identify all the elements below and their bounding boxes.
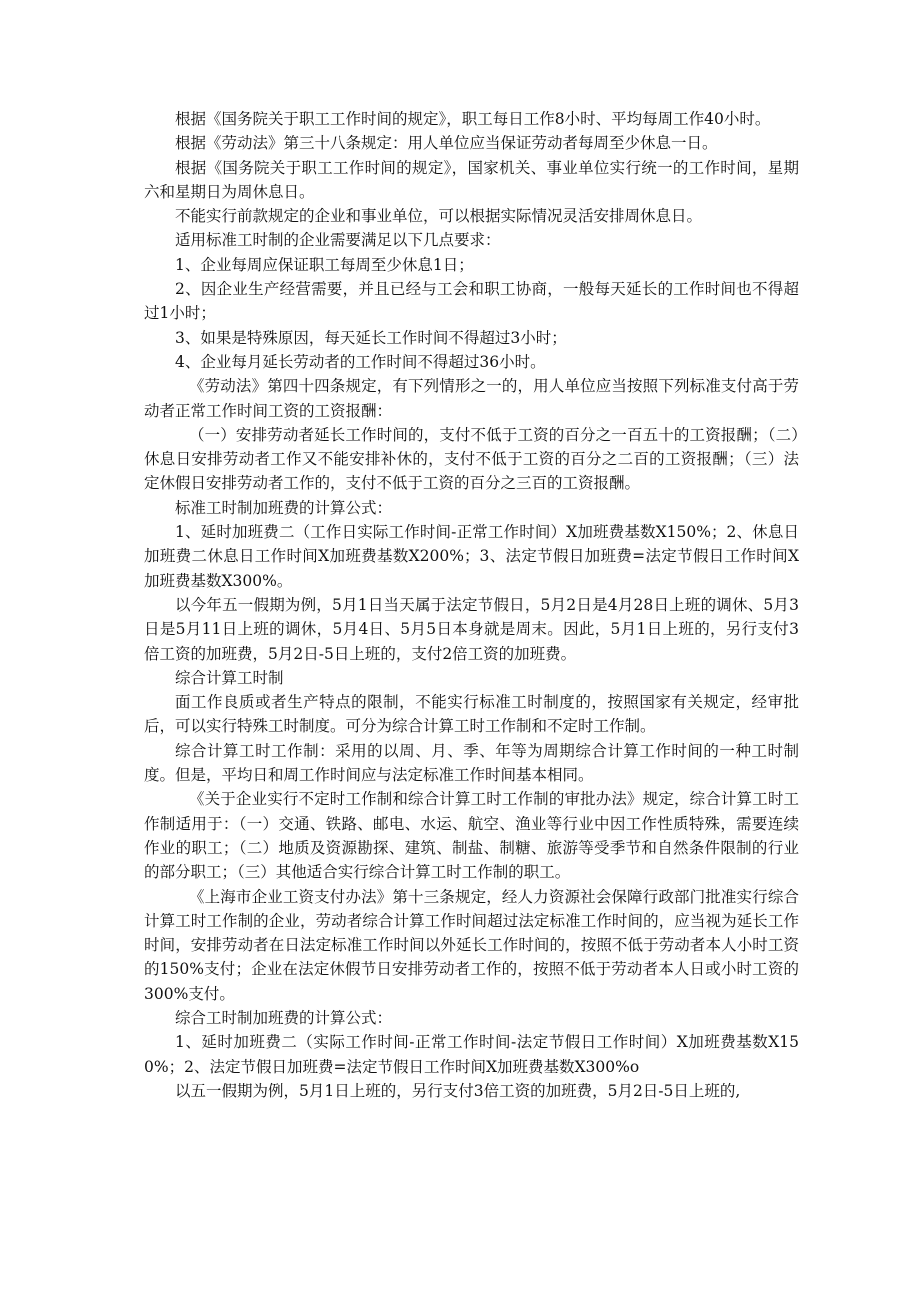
- paragraph: 根据《劳动法》第三十八条规定：用人单位应当保证劳动者每周至少休息一日。: [175, 134, 718, 153]
- list-item: 4、企业每月延长劳动者的工作时间不得超过36小时。: [175, 352, 546, 371]
- paragraph: 1、延时加班费二（实际工作时间-正常工作时间-法定节假日工作时间）X加班费基数X150%；2、法定节假日加班费=法定节假日工作时间X加班费基数X300%o: [144, 1033, 799, 1076]
- paragraph: （一）安排劳动者延长工作时间的，支付不低于工资的百分之一百五十的工资报酬；（二）休息日安排劳动者工作又不能安排补休的，支付不低于工资的百分之二百的工资报酬；（三）法定休假日安排劳动者工作的，支付不低于工资的百分之三百的工资报酬。: [144, 425, 799, 493]
- paragraph: 《上海市企业工资支付办法》第十三条规定，经人力资源社会保障行政部门批准实行综合计算工时工作制的企业，劳动者综合计算工作时间超过法定标准工作时间的，应当视为延长工作时间，安排劳动者在日法定标准工作时间以外延长工作时间的，按照不低于劳动者本人小时工资的150%支付；企业在法定休假节日安排劳动者工作的，按照不低于劳动者本人日或小时工资的300%支付。: [144, 887, 799, 1003]
- list-item: 3、如果是特殊原因，每天延长工作时间不得超过3小时；: [175, 328, 567, 347]
- paragraph: 综合计算工时工作制：采用的以周、月、季、年等为周期综合计算工作时间的一种工时制度。但是，平均日和周工作时间应与法定标准工作时间基本相同。: [144, 741, 799, 785]
- paragraph: 以今年五一假期为例，5月1日当天属于法定节假日，5月2日是4月28日上班的调休、5月3日是5月11日上班的调休，5月4日、5月5日本身就是周末。因此，5月1日上班的，另行支付3倍工资的加班费，5月2日-5日上班的，支付2倍工资的加班费。: [144, 595, 799, 663]
- paragraph: 面工作良质或者生产特点的限制，不能实行标准工时制度的，按照国家有关规定，经审批后，可以实行特殊工时制度。可分为综合计算工时工作制和不定时工作制。: [144, 693, 799, 736]
- paragraph: 根据《国务院关于职工工作时间的规定》，国家机关、事业单位实行统一的工作时间，星期六和星期日为周休息日。: [144, 158, 799, 201]
- paragraph: 适用标准工时制的企业需要满足以下几点要求：: [175, 231, 501, 250]
- section-heading: 综合计算工时制: [175, 668, 284, 687]
- paragraph: 《劳动法》第四十四条规定，有下列情形之一的，用人单位应当按照下列标准支付高于劳动者正常工作时间工资的工资报酬：: [144, 377, 799, 420]
- list-item: 1、企业每周应保证职工每周至少休息1日；: [175, 255, 474, 274]
- document-body: [144, 107, 799, 1103]
- paragraph: 以五一假期为例，5月1日上班的，另行支付3倍工资的加班费，5月2日-5日上班的,: [175, 1081, 741, 1100]
- paragraph: 《关于企业实行不定时工作制和综合计算工时工作制的审批办法》规定，综合计算工时工作制适用于：（一）交通、铁路、邮电、水运、航空、渔业等行业中因工作性质特殊，需要连续作业的职工；（二）地质及资源勘探、建筑、制盐、制糖、旅游等受季节和自然条件限制的行业的部分职工；（三）其他适合实行综合计算工时工作制的职工。: [144, 790, 799, 882]
- paragraph: 根据《国务院关于职工工作时间的规定》，职工每日工作8小时、平均每周工作40小时。: [175, 110, 771, 128]
- list-item: 2、因企业生产经营需要，并且已经与工会和职工协商，一般每天延长的工作时间也不得超过1小时；: [144, 280, 799, 323]
- section-heading: 标准工时制加班费的计算公式：: [175, 498, 393, 517]
- section-heading: 综合工时制加班费的计算公式：: [175, 1008, 393, 1027]
- paragraph: 1、延时加班费二（工作日实际工作时间-正常工作时间）X加班费基数X150%；2、休息日加班费二休息日工作时间X加班费基数X200%；3、法定节假日加班费=法定节假日工作时间X加班费基数X300%。: [144, 523, 799, 590]
- paragraph: 不能实行前款规定的企业和事业单位，可以根据实际情况灵活安排周休息日。: [175, 207, 703, 226]
